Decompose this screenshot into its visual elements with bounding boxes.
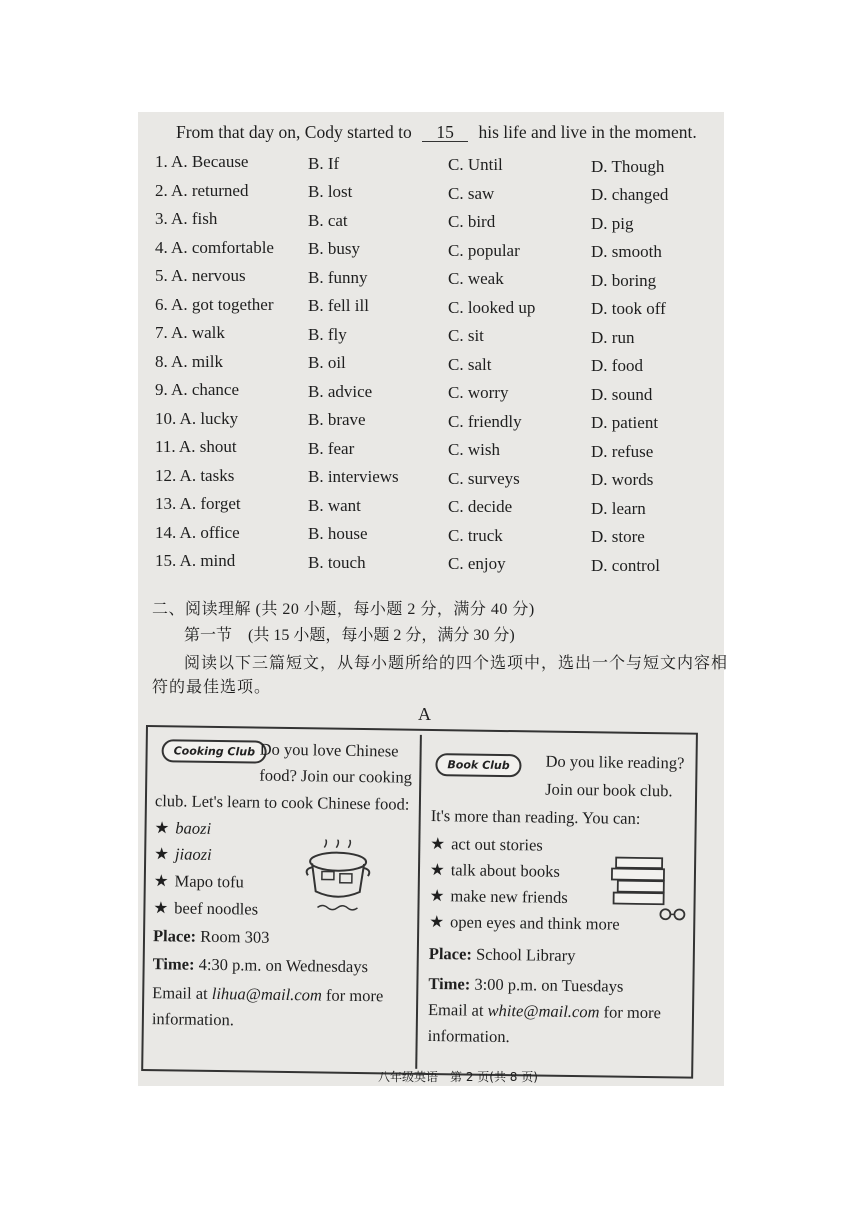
star-icon: ★ <box>153 871 169 891</box>
option-d: D. patient <box>591 413 659 432</box>
option-a: 2. A. returned <box>155 180 249 200</box>
cooking-line-2: food? Join our cooking <box>259 765 413 787</box>
option-c: C. Until <box>448 155 503 174</box>
option-b: B. brave <box>308 410 366 429</box>
option-a: 8. A. milk <box>155 351 224 371</box>
option-a: 10. A. lucky <box>155 408 239 428</box>
star-icon: ★ <box>429 859 445 880</box>
cooking-item: ★ beef noodles <box>153 898 259 919</box>
option-d: D. took off <box>591 299 666 318</box>
cooking-info: information. <box>151 1009 235 1030</box>
option-c: C. surveys <box>448 468 520 488</box>
option-a: 13. A. forget <box>155 494 241 513</box>
passage-letter: A <box>418 704 431 724</box>
option-d: D. control <box>591 555 660 575</box>
option-c: C. salt <box>448 354 492 374</box>
book-line-2: Join our book club. <box>545 779 673 801</box>
section-subtitle: 第一节 (共 15 小题，每小题 2 分，满分 30 分) <box>184 627 515 644</box>
option-d: D. words <box>591 470 654 489</box>
cooking-line-3: club. Let's learn to cook Chinese food: <box>154 791 410 814</box>
option-a: 9. A. chance <box>155 380 240 399</box>
cooking-item: ★ Mapo tofu <box>153 871 244 892</box>
book-item: ★ make new friends <box>429 885 568 907</box>
option-d: D. sound <box>591 384 653 404</box>
star-icon: ★ <box>154 844 170 864</box>
book-place: Place: School Library <box>428 943 576 966</box>
option-d: D. run <box>591 327 635 347</box>
option-b: B. want <box>308 495 361 515</box>
column-divider <box>415 735 422 1069</box>
book-line-1: Do you like reading? <box>545 751 685 773</box>
book-line-3: It's more than reading. You can: <box>430 805 641 828</box>
cooking-email-line: Email at lihua@mail.com for more <box>152 983 384 1006</box>
cooking-item: ★ baozi <box>154 818 212 838</box>
club-ads-box <box>141 725 698 1079</box>
option-c: C. worry <box>448 383 509 402</box>
option-b: B. fly <box>308 324 347 344</box>
section-title: 二、阅读理解 (共 20 小题，每小题 2 分，满分 40 分) <box>152 601 535 618</box>
option-b: B. oil <box>308 353 346 372</box>
star-icon: ★ <box>430 833 446 854</box>
instruction-line-1: 阅读以下三篇短文，从每小题所给的四个选项中，选出一个与短文内容相 <box>184 655 729 672</box>
option-a: 7. A. walk <box>155 323 225 342</box>
option-b: B. cat <box>308 210 348 230</box>
option-d: D. boring <box>591 270 657 290</box>
option-d: D. store <box>591 527 645 546</box>
option-b: B. funny <box>308 267 368 287</box>
cooking-email: lihua@mail.com <box>211 983 323 1005</box>
option-c: C. popular <box>448 240 520 260</box>
blank-number: 15 <box>422 123 468 142</box>
option-b: B. advice <box>308 381 373 401</box>
option-c: C. enjoy <box>448 554 506 573</box>
sentence-start: From that day on, Cody started to <box>176 122 412 142</box>
option-b: B. touch <box>308 552 366 572</box>
star-icon: ★ <box>153 898 169 918</box>
option-c: C. sit <box>448 326 484 345</box>
sentence-end: his life and live in the moment. <box>478 122 697 142</box>
star-icon: ★ <box>429 885 445 906</box>
option-a: 1. A. Because <box>155 152 249 171</box>
star-icon: ★ <box>154 818 170 838</box>
option-b: B. house <box>308 524 368 543</box>
option-c: C. saw <box>448 183 495 203</box>
books-glasses-icon <box>607 851 688 924</box>
book-item: ★ open eyes and think more <box>429 911 620 934</box>
option-c: C. decide <box>448 497 513 516</box>
option-b: B. fear <box>308 438 355 458</box>
option-a: 12. A. tasks <box>155 465 235 485</box>
book-item: ★ act out stories <box>430 833 543 855</box>
option-d: D. changed <box>591 185 669 204</box>
option-d: D. refuse <box>591 441 654 461</box>
option-d: D. food <box>591 356 643 375</box>
option-a: 6. A. got together <box>155 294 274 314</box>
page-footer: 八年级英语 第 2 页(共 8 页) <box>378 1070 538 1084</box>
option-d: D. Though <box>591 156 665 176</box>
option-d: D. learn <box>591 498 646 518</box>
cooking-club-badge: Cooking Club <box>161 739 267 763</box>
option-c: C. weak <box>448 269 504 288</box>
option-b: B. fell ill <box>308 296 369 315</box>
cooking-place: Place: Room 303 <box>152 926 270 947</box>
option-a: 14. A. office <box>155 522 240 542</box>
option-b: B. interviews <box>308 467 399 486</box>
book-email: white@mail.com <box>487 1000 600 1022</box>
book-time: Time: 3:00 p.m. on Tuesdays <box>428 973 624 996</box>
option-c: C. friendly <box>448 411 522 431</box>
option-b: B. If <box>308 153 340 173</box>
option-c: C. truck <box>448 525 503 545</box>
book-club-badge: Book Club <box>435 753 522 777</box>
book-item: ★ talk about books <box>429 859 561 881</box>
cloze-last-sentence <box>176 122 697 143</box>
cooking-time: Time: 4:30 p.m. on Wednesdays <box>152 954 369 977</box>
option-b: B. lost <box>308 182 353 201</box>
option-c: C. bird <box>448 212 496 231</box>
book-email-line: Email at white@mail.com for more <box>427 999 662 1023</box>
option-c: C. wish <box>448 440 500 459</box>
option-b: B. busy <box>308 239 360 258</box>
cooking-item: ★ jiaozi <box>154 844 212 864</box>
option-c: C. looked up <box>448 297 536 317</box>
option-a: 5. A. nervous <box>155 266 246 285</box>
option-a: 4. A. comfortable <box>155 237 274 257</box>
instruction-line-2: 符的最佳选项。 <box>152 679 272 696</box>
book-info: information. <box>427 1025 510 1047</box>
cooking-line-1: Do you love Chinese <box>259 739 399 761</box>
option-d: D. smooth <box>591 242 662 261</box>
option-a: 15. A. mind <box>155 551 236 570</box>
cooking-pot-icon <box>299 839 376 918</box>
option-d: D. pig <box>591 213 634 233</box>
option-a: 11. A. shout <box>155 437 237 456</box>
star-icon: ★ <box>429 911 445 932</box>
option-a: 3. A. fish <box>155 209 218 228</box>
